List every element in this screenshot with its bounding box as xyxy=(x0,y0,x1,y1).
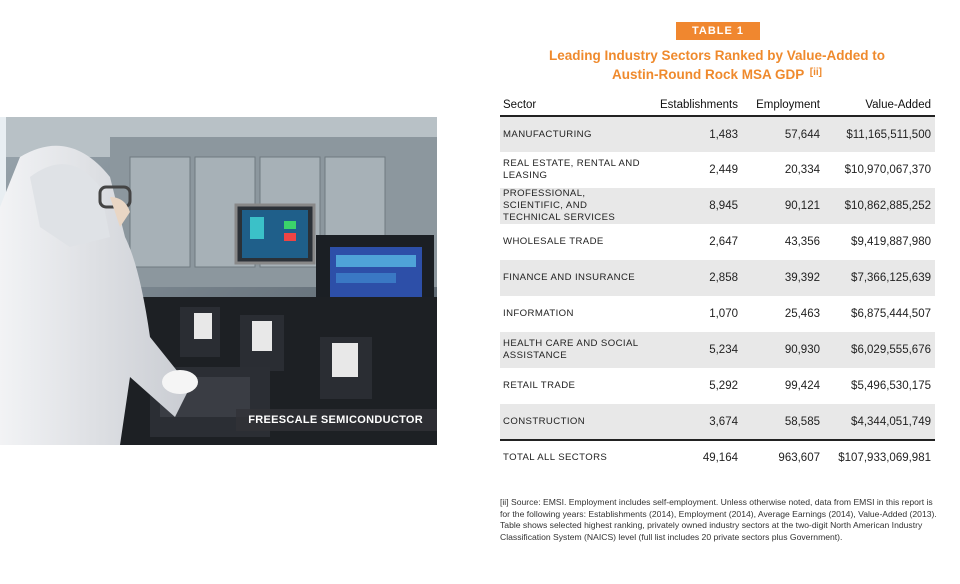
table-header-row xyxy=(500,92,935,116)
col-header-establishments: Establishments xyxy=(650,92,742,116)
row-value-added: $7,366,125,639 xyxy=(824,260,935,296)
row-value-added: $9,419,887,980 xyxy=(824,224,935,260)
row-value-added: $10,862,885,252 xyxy=(824,188,935,224)
photo-caption: FREESCALE SEMICONDUCTOR xyxy=(236,409,437,431)
table-row xyxy=(500,296,935,332)
row-sector: INFORMATION xyxy=(500,296,650,332)
table-row xyxy=(500,404,935,440)
total-value-added: $107,933,069,981 xyxy=(824,440,935,475)
row-establishments: 1,070 xyxy=(650,296,742,332)
row-employment: 57,644 xyxy=(742,116,824,152)
table-title-line2 xyxy=(500,64,934,83)
row-value-added: $5,496,530,175 xyxy=(824,368,935,404)
row-sector: CONSTRUCTION xyxy=(500,404,650,440)
table-row xyxy=(500,332,935,368)
table-total-row xyxy=(500,440,935,475)
row-establishments: 8,945 xyxy=(650,188,742,224)
table-row xyxy=(500,368,935,404)
table-title xyxy=(500,47,934,83)
row-establishments: 2,647 xyxy=(650,224,742,260)
row-employment: 20,334 xyxy=(742,152,824,188)
row-sector: REAL ESTATE, RENTAL AND LEASING xyxy=(500,152,650,188)
table-row xyxy=(500,260,935,296)
row-establishments: 5,234 xyxy=(650,332,742,368)
total-employment: 963,607 xyxy=(742,440,824,475)
row-employment: 58,585 xyxy=(742,404,824,440)
table-title-ref: [ii] xyxy=(809,67,822,78)
row-value-added: $11,165,511,500 xyxy=(824,116,935,152)
table-row xyxy=(500,116,935,152)
row-sector: WHOLESALE TRADE xyxy=(500,224,650,260)
table-title-line1: Leading Industry Sectors Ranked by Value-Added to xyxy=(548,48,886,63)
table-row xyxy=(500,152,935,188)
cleanroom-photo xyxy=(0,117,437,445)
table-row xyxy=(500,188,935,224)
row-employment: 39,392 xyxy=(742,260,824,296)
col-header-employment: Employment xyxy=(742,92,824,116)
row-sector: HEALTH CARE AND SOCIAL ASSISTANCE xyxy=(500,332,650,368)
row-establishments: 5,292 xyxy=(650,368,742,404)
row-value-added: $6,875,444,507 xyxy=(824,296,935,332)
cleanroom-illustration xyxy=(0,117,437,445)
table-badge: TABLE 1 xyxy=(676,22,760,40)
row-sector: MANUFACTURING xyxy=(500,116,650,152)
col-header-value-added: Value-Added xyxy=(824,92,935,116)
row-sector: PROFESSIONAL, SCIENTIFIC, AND TECHNICAL SERVICES xyxy=(500,188,650,224)
footnote: [ii] Source: EMSI. Employment includes self-employment. Unless otherwise noted, data from EMSI in this report is for the following years: Establishments (2014), Employment (2014), Average Earnings (2014), Value-Added (2013). Table shows selected highest ranking, privately owned industry sectors at the two-digit North American Industry Classification System (NAICS) level (full list includes 20 private sectors plus Government). xyxy=(500,497,937,543)
total-sector: TOTAL ALL SECTORS xyxy=(500,440,650,475)
industry-sectors-table xyxy=(500,92,935,475)
row-sector: RETAIL TRADE xyxy=(500,368,650,404)
col-header-sector: Sector xyxy=(500,92,650,116)
total-establishments: 49,164 xyxy=(650,440,742,475)
row-employment: 25,463 xyxy=(742,296,824,332)
row-employment: 90,121 xyxy=(742,188,824,224)
row-establishments: 1,483 xyxy=(650,116,742,152)
table-row xyxy=(500,224,935,260)
table-title-line2-text: Austin-Round Rock MSA GDP xyxy=(612,67,804,82)
row-establishments: 2,858 xyxy=(650,260,742,296)
row-value-added: $6,029,555,676 xyxy=(824,332,935,368)
row-employment: 99,424 xyxy=(742,368,824,404)
row-employment: 43,356 xyxy=(742,224,824,260)
row-value-added: $4,344,051,749 xyxy=(824,404,935,440)
row-sector: FINANCE AND INSURANCE xyxy=(500,260,650,296)
row-establishments: 3,674 xyxy=(650,404,742,440)
row-employment: 90,930 xyxy=(742,332,824,368)
row-establishments: 2,449 xyxy=(650,152,742,188)
row-value-added: $10,970,067,370 xyxy=(824,152,935,188)
